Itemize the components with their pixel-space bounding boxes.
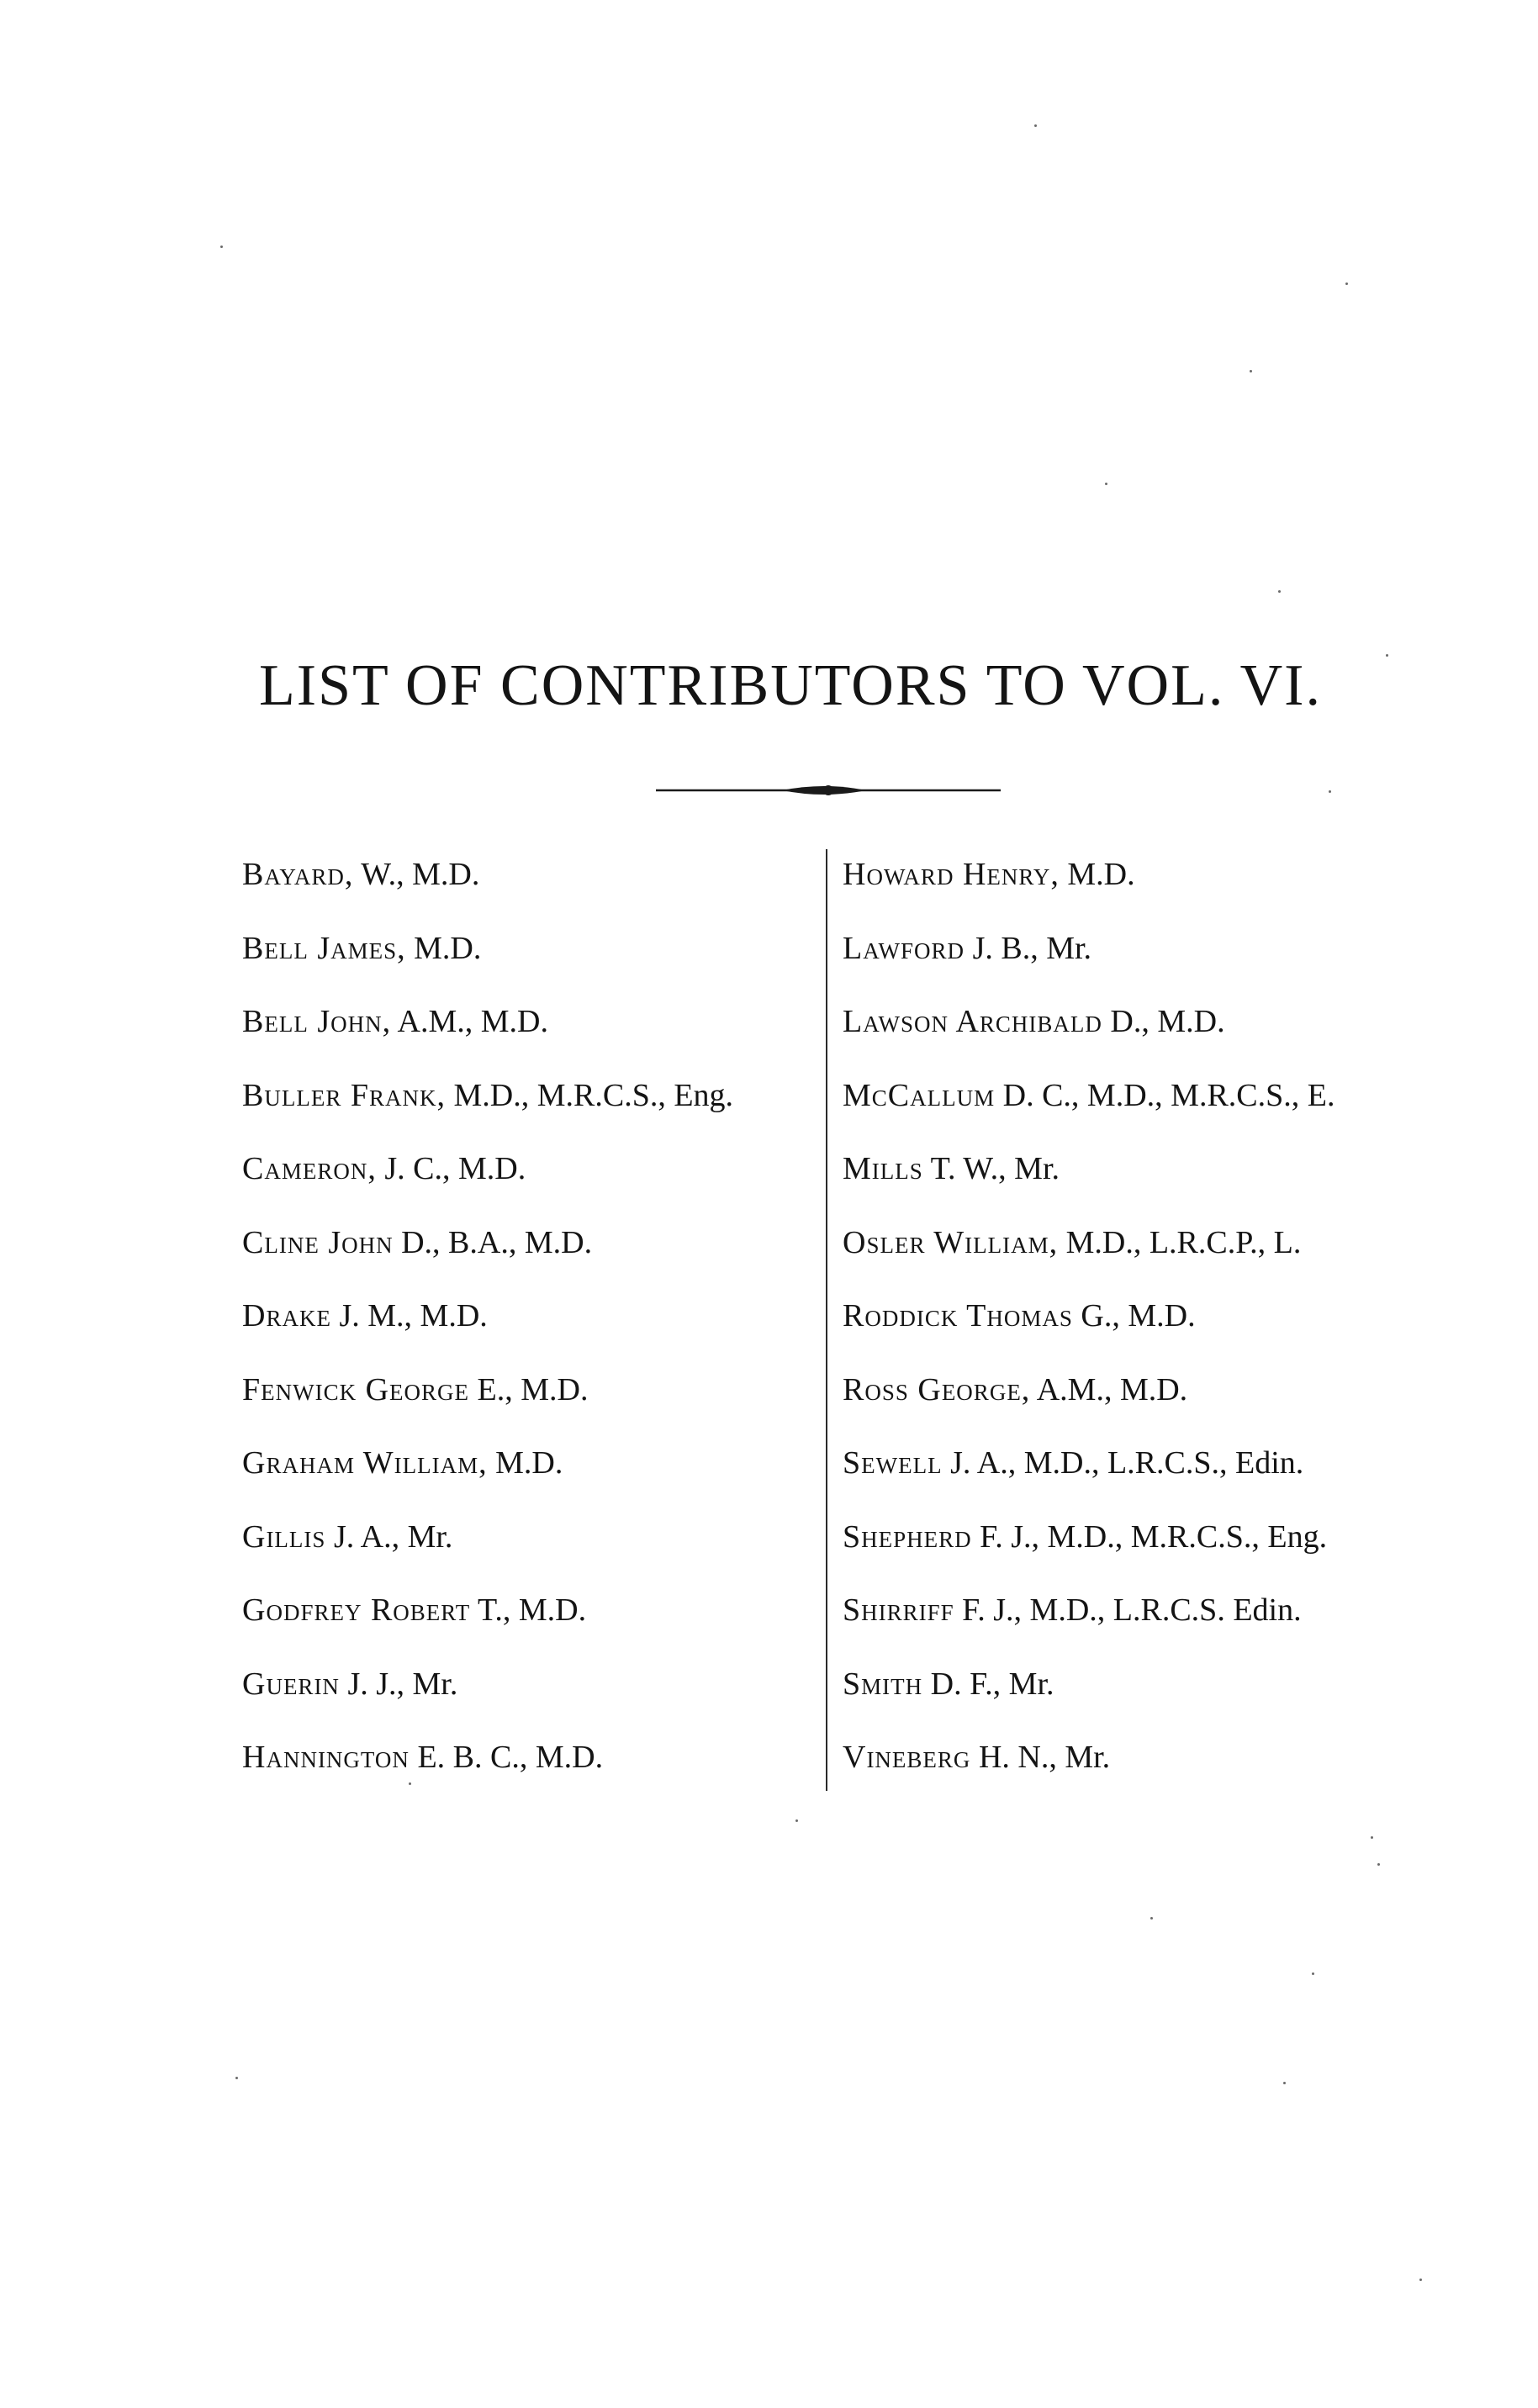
contributor-name: Bayard, bbox=[242, 857, 354, 892]
contributor-entry bbox=[843, 1143, 1431, 1217]
scan-speck bbox=[1345, 283, 1348, 285]
contributor-name: Cameron, bbox=[242, 1151, 377, 1186]
scan-speck bbox=[220, 246, 223, 248]
contributor-name: Bell John, bbox=[242, 1004, 392, 1039]
contributor-name: Fenwick George bbox=[242, 1371, 470, 1407]
contributor-entry bbox=[242, 1143, 822, 1217]
contributor-credentials: M.D. bbox=[1059, 857, 1135, 892]
contributors-right-column bbox=[843, 849, 1431, 1806]
contributor-entry bbox=[843, 1732, 1431, 1806]
contributor-name: Howard Henry, bbox=[843, 857, 1060, 892]
contributor-entry bbox=[242, 1585, 822, 1659]
contributor-entry bbox=[843, 1512, 1431, 1586]
contributor-entry bbox=[242, 1365, 822, 1439]
contributor-name: Gillis bbox=[242, 1518, 326, 1555]
contributor-entry bbox=[843, 1585, 1431, 1659]
contributor-name: Mills bbox=[843, 1151, 923, 1186]
scan-speck bbox=[1278, 590, 1281, 593]
scan-speck bbox=[1034, 124, 1037, 127]
contributor-name: Sewell bbox=[843, 1445, 943, 1481]
contributor-credentials: J. J., Mr. bbox=[339, 1666, 458, 1702]
scan-speck bbox=[1329, 790, 1331, 793]
title-rule-ornament bbox=[656, 780, 1001, 800]
contributor-entry bbox=[843, 1217, 1431, 1291]
contributor-name: McCallum bbox=[843, 1077, 996, 1113]
contributor-credentials: D., M.D. bbox=[1102, 1004, 1225, 1039]
scan-speck bbox=[1386, 654, 1388, 657]
contributor-credentials: J. M., M.D. bbox=[330, 1298, 488, 1333]
contributor-credentials: M.D. bbox=[405, 930, 482, 966]
scan-speck bbox=[1283, 2082, 1286, 2084]
contributor-name: Godfrey Robert bbox=[242, 1592, 471, 1628]
contributor-credentials: D. F., Mr. bbox=[922, 1666, 1054, 1702]
scan-speck bbox=[1312, 1972, 1314, 1975]
contributor-credentials: A.M., M.D. bbox=[1030, 1371, 1188, 1407]
contributor-credentials: J. A., M.D., L.R.C.S., Edin. bbox=[942, 1445, 1304, 1481]
contributor-name: Bell James, bbox=[242, 930, 406, 966]
contributor-credentials: W., M.D. bbox=[353, 857, 480, 892]
contributor-credentials: G., M.D. bbox=[1072, 1298, 1196, 1333]
contributor-name: Guerin bbox=[242, 1666, 340, 1702]
contributors-left-column bbox=[242, 849, 822, 1806]
contributor-entry bbox=[843, 923, 1431, 997]
contributor-name: Lawford bbox=[843, 930, 965, 966]
contributor-entry bbox=[843, 1291, 1431, 1365]
column-divider bbox=[826, 849, 827, 1791]
contributor-name: Vineberg bbox=[843, 1740, 971, 1775]
contributor-credentials: T., M.D. bbox=[470, 1592, 587, 1628]
contributor-entry bbox=[843, 1438, 1431, 1512]
contributor-credentials: A.M., M.D. bbox=[391, 1004, 548, 1039]
contributor-entry bbox=[242, 1291, 822, 1365]
contributor-name: Hannington bbox=[242, 1740, 410, 1775]
scan-speck bbox=[235, 2077, 238, 2079]
scan-speck bbox=[409, 1782, 411, 1785]
contributor-credentials: T. W., Mr. bbox=[922, 1151, 1060, 1186]
contributor-entry bbox=[242, 1217, 822, 1291]
contributor-entry bbox=[242, 1070, 822, 1144]
scan-speck bbox=[1150, 1917, 1153, 1920]
contributor-credentials: J. C., M.D. bbox=[376, 1151, 526, 1186]
contributor-credentials: D., B.A., M.D. bbox=[393, 1224, 593, 1260]
contributor-name: Roddick Thomas bbox=[843, 1298, 1073, 1333]
contributor-entry bbox=[242, 923, 822, 997]
contributor-credentials: M.D., L.R.C.P., L. bbox=[1058, 1224, 1302, 1260]
contributor-name: Buller Frank, bbox=[242, 1077, 446, 1113]
contributor-credentials: J. B., Mr. bbox=[965, 930, 1092, 966]
contributor-entry bbox=[242, 1438, 822, 1512]
scan-speck bbox=[795, 1819, 798, 1822]
page-title: LIST OF CONTRIBUTORS TO VOL. VI. bbox=[259, 653, 1322, 718]
contributor-entry bbox=[242, 996, 822, 1070]
contributor-name: Osler William, bbox=[843, 1224, 1059, 1260]
contributor-entry bbox=[843, 1365, 1431, 1439]
scan-speck bbox=[1377, 1863, 1380, 1866]
contributor-credentials: H. N., Mr. bbox=[970, 1740, 1111, 1775]
contributor-entry bbox=[843, 1070, 1431, 1144]
scan-speck bbox=[1371, 1836, 1373, 1839]
scan-speck bbox=[1105, 483, 1107, 485]
contributor-credentials: D. C., M.D., M.R.C.S., E. bbox=[995, 1077, 1335, 1113]
contributor-entry bbox=[242, 1659, 822, 1733]
contributor-name: Ross George, bbox=[843, 1371, 1031, 1407]
contributor-credentials: F. J., M.D., L.R.C.S. Edin. bbox=[954, 1592, 1302, 1628]
scan-speck bbox=[1250, 370, 1252, 372]
contributor-name: Graham William, bbox=[242, 1445, 488, 1481]
contributor-entry bbox=[843, 1659, 1431, 1733]
contributor-entry bbox=[843, 849, 1431, 923]
contributor-credentials: J. A., Mr. bbox=[325, 1518, 453, 1555]
contributor-credentials: M.D. bbox=[487, 1445, 563, 1481]
contributor-entry bbox=[242, 849, 822, 923]
contributor-entry bbox=[242, 1732, 822, 1806]
contributor-credentials: F. J., M.D., M.R.C.S., Eng. bbox=[971, 1518, 1328, 1555]
contributor-name: Cline John bbox=[242, 1224, 394, 1260]
scan-speck bbox=[1419, 2279, 1422, 2281]
contributor-name: Smith bbox=[843, 1666, 923, 1702]
contributor-name: Shepherd bbox=[843, 1518, 972, 1555]
contributor-name: Lawson Archibald bbox=[843, 1004, 1102, 1039]
contributor-credentials: E. B. C., M.D. bbox=[409, 1740, 604, 1775]
contributor-credentials: M.D., M.R.C.S., Eng. bbox=[445, 1077, 734, 1113]
contributor-entry bbox=[843, 996, 1431, 1070]
contributor-name: Drake bbox=[242, 1298, 331, 1333]
contributor-name: Shirriff bbox=[843, 1592, 954, 1628]
contributor-credentials: E., M.D. bbox=[469, 1371, 589, 1407]
contributor-entry bbox=[242, 1512, 822, 1586]
